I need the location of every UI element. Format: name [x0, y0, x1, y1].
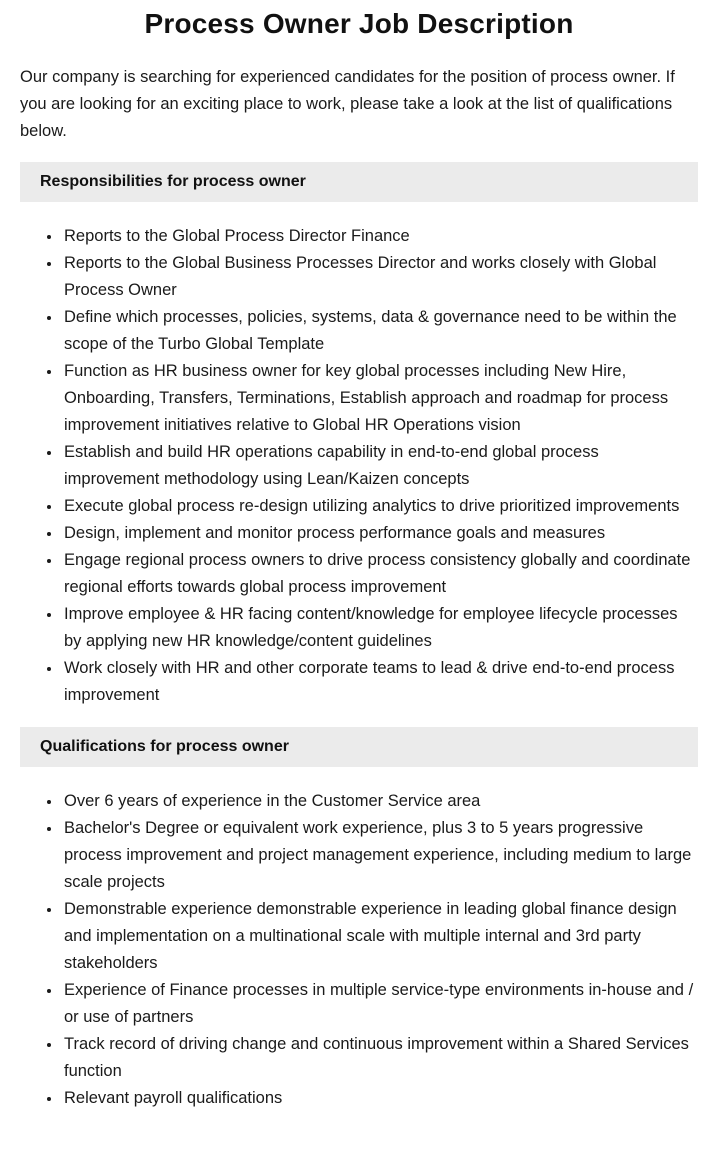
responsibilities-list — [20, 223, 698, 709]
qualifications-heading: Qualifications for process owner — [20, 727, 698, 767]
list-item: • Function as HR business owner for key global processes including New Hire, Onboarding, Transfers, Terminations, Establish approach and roadmap for process improvement initiatives relative to Global HR Operations vision — [62, 358, 698, 439]
list-item: • Define which processes, policies, systems, data & governance need to be within the scope of the Turbo Global Template — [62, 304, 698, 358]
list-item: • Engage regional process owners to drive process consistency globally and coordinate regional efforts towards global process improvement — [62, 547, 698, 601]
responsibilities-section — [20, 162, 698, 709]
list-item: • Reports to the Global Business Processes Director and works closely with Global Process Owner — [62, 250, 698, 304]
qualifications-list — [20, 788, 698, 1112]
list-item: • Improve employee & HR facing content/knowledge for employee lifecycle processes by applying new HR knowledge/content guidelines — [62, 601, 698, 655]
list-item: • Design, implement and monitor process performance goals and measures — [62, 520, 698, 547]
job-description-page — [0, 6, 720, 1160]
list-item: • Reports to the Global Process Director Finance — [62, 223, 698, 250]
list-item: • Experience of Finance processes in multiple service-type environments in-house and / or use of partners — [62, 977, 698, 1031]
list-item: • Establish and build HR operations capability in end-to-end global process improvement methodology using Lean/Kaizen concepts — [62, 439, 698, 493]
list-item: • Bachelor's Degree or equivalent work experience, plus 3 to 5 years progressive process improvement and project management experience, including medium to large scale projects — [62, 815, 698, 896]
intro-paragraph: Our company is searching for experienced candidates for the position of process owner. If you are looking for an exciting place to work, please take a look at the list of qualifications below. — [20, 68, 675, 140]
page-title: Process Owner Job Description — [144, 8, 574, 39]
list-item: • Track record of driving change and continuous improvement within a Shared Services function — [62, 1031, 698, 1085]
responsibilities-heading: Responsibilities for process owner — [20, 162, 698, 202]
list-item: • Demonstrable experience demonstrable experience in leading global finance design and implementation on a multinational scale with multiple internal and 3rd party stakeholders — [62, 896, 698, 977]
qualifications-section — [20, 727, 698, 1112]
list-item: • Execute global process re-design utilizing analytics to drive prioritized improvements — [62, 493, 698, 520]
list-item: • Over 6 years of experience in the Customer Service area — [62, 788, 698, 815]
list-item: • Relevant payroll qualifications — [62, 1085, 698, 1112]
list-item: • Work closely with HR and other corporate teams to lead & drive end-to-end process improvement — [62, 655, 698, 709]
